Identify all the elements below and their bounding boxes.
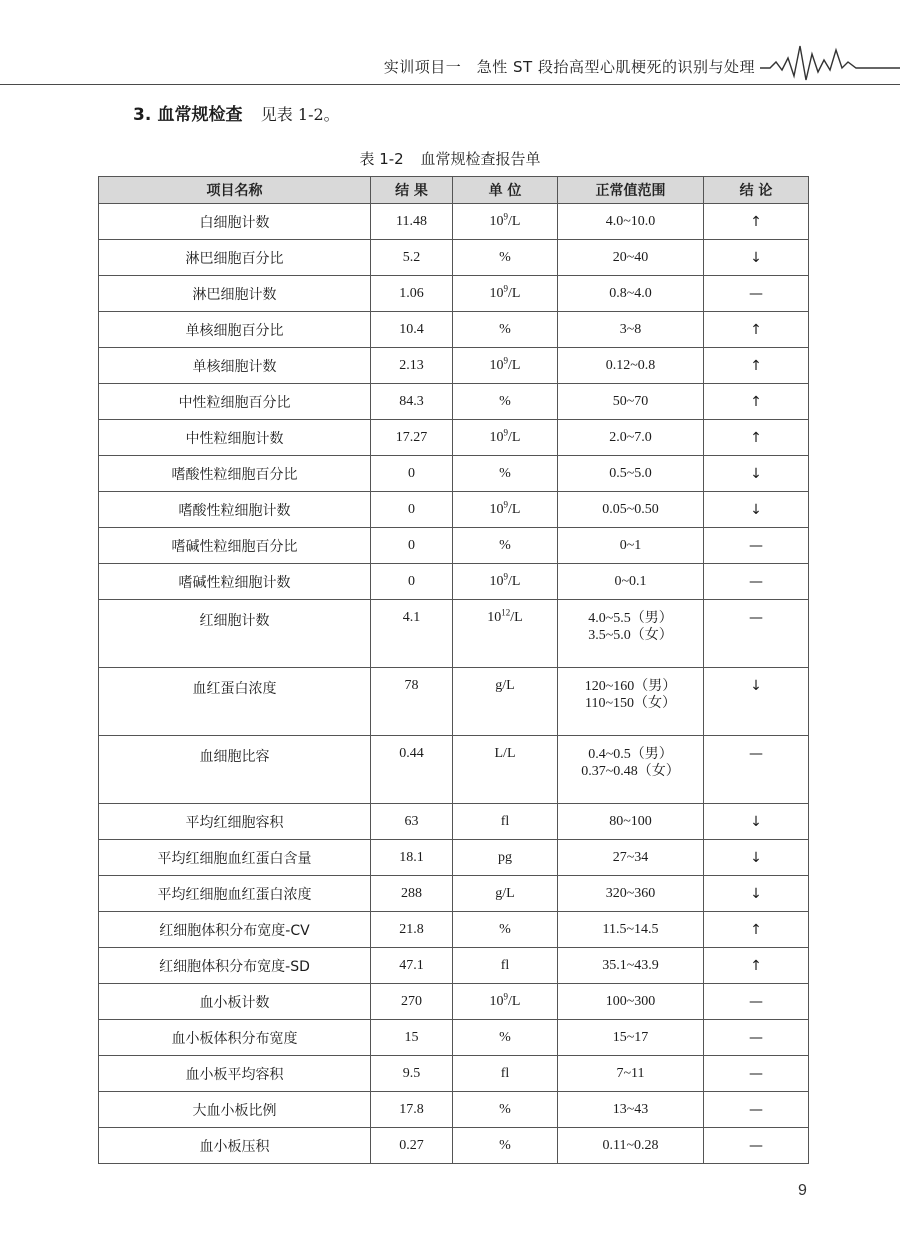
normal-range-cell: [558, 912, 704, 948]
item-name-cell: 血红蛋白浓度: [99, 668, 371, 736]
unit-cell: [453, 312, 558, 348]
unit-cell: [453, 492, 558, 528]
unit-cell: [453, 1128, 558, 1164]
normal-range-cell: [558, 668, 704, 736]
item-name-cell: 嗜碱性粒细胞百分比: [99, 528, 371, 564]
result-cell: 78: [371, 668, 453, 736]
normal-range-line: 3.5~5.0（女）: [588, 628, 673, 643]
normal-range-line: 0~0.1: [614, 574, 647, 589]
unit-base: L/L: [494, 746, 516, 761]
normal-range-line: 13~43: [612, 1102, 649, 1117]
unit-suffix: /L: [508, 357, 521, 373]
item-name-cell: 血小板平均容积: [99, 1056, 371, 1092]
result-cell: 0: [371, 564, 453, 600]
normal-range-line: 0.05~0.50: [602, 502, 659, 517]
conclusion-cell: ↓: [704, 668, 809, 736]
unit-cell: [453, 384, 558, 420]
unit-base: %: [499, 1137, 511, 1153]
table-row: [99, 312, 809, 348]
normal-range-line: 120~160（男）: [584, 679, 677, 694]
item-name-cell: 血小板体积分布宽度: [99, 1020, 371, 1056]
item-name-cell: 血小板计数: [99, 984, 371, 1020]
table-row: [99, 1128, 809, 1164]
normal-range-line: 0.4~0.5（男）: [588, 747, 673, 762]
table-row: [99, 736, 809, 804]
result-cell: 21.8: [371, 912, 453, 948]
item-name-cell: 大血小板比例: [99, 1092, 371, 1128]
unit-cell: [453, 348, 558, 384]
unit-base: %: [499, 1101, 511, 1117]
conclusion-cell: —: [704, 984, 809, 1020]
unit-base: 10: [489, 213, 504, 229]
conclusion-cell: ↓: [704, 456, 809, 492]
unit-base: %: [499, 249, 511, 265]
unit-cell: [453, 456, 558, 492]
unit-base: 10: [489, 285, 504, 301]
normal-range-cell: [558, 736, 704, 804]
header-title: 实训项目一 急性 ST 段抬高型心肌梗死的识别与处理: [383, 58, 755, 76]
unit-base: %: [499, 1029, 511, 1045]
table-row: [99, 420, 809, 456]
unit-base: g/L: [495, 678, 515, 693]
normal-range-line: 80~100: [609, 814, 652, 829]
unit-base: 10: [487, 610, 502, 625]
normal-range-line: 11.5~14.5: [602, 922, 659, 937]
table-row: [99, 804, 809, 840]
unit-cell: [453, 600, 558, 668]
normal-range-cell: [558, 1020, 704, 1056]
unit-cell: [453, 948, 558, 984]
column-header: 正常值范围: [558, 177, 704, 204]
result-cell: 18.1: [371, 840, 453, 876]
table-row: [99, 1020, 809, 1056]
item-name-cell: 中性粒细胞百分比: [99, 384, 371, 420]
conclusion-cell: —: [704, 1092, 809, 1128]
unit-base: g/L: [495, 885, 515, 901]
conclusion-cell: ↑: [704, 384, 809, 420]
result-cell: 1.06: [371, 276, 453, 312]
column-header: 项目名称: [99, 177, 371, 204]
unit-base: %: [499, 921, 511, 937]
conclusion-cell: ↓: [704, 876, 809, 912]
conclusion-cell: —: [704, 600, 809, 668]
unit-base: %: [499, 465, 511, 481]
item-name-cell: 嗜酸性粒细胞百分比: [99, 456, 371, 492]
unit-suffix: /L: [508, 429, 521, 445]
unit-cell: [453, 564, 558, 600]
unit-suffix: /L: [510, 610, 523, 625]
normal-range-cell: [558, 600, 704, 668]
unit-exponent: 9: [503, 426, 509, 437]
unit-cell: [453, 984, 558, 1020]
normal-range-cell: [558, 276, 704, 312]
normal-range-line: 0.12~0.8: [605, 358, 656, 373]
table-caption-label: 表 1-2: [359, 150, 404, 168]
unit-suffix: /L: [508, 213, 521, 229]
normal-range-line: 4.0~5.5（男）: [588, 611, 673, 626]
normal-range-cell: [558, 1056, 704, 1092]
normal-range-line: 0.37~0.48（女）: [581, 764, 680, 779]
normal-range-line: 2.0~7.0: [609, 430, 652, 445]
column-header: 结 果: [371, 177, 453, 204]
normal-range-cell: [558, 204, 704, 240]
normal-range-cell: [558, 1092, 704, 1128]
result-cell: 0: [371, 492, 453, 528]
result-cell: 0: [371, 456, 453, 492]
result-cell: 63: [371, 804, 453, 840]
table-row: [99, 564, 809, 600]
table-caption-title: 血常规检查报告单: [420, 150, 541, 168]
normal-range-line: 27~34: [612, 850, 649, 865]
unit-exponent: 9: [503, 282, 509, 293]
table-row: [99, 668, 809, 736]
table-caption: [0, 148, 900, 169]
normal-range-cell: [558, 420, 704, 456]
normal-range-line: 50~70: [612, 394, 649, 409]
unit-cell: [453, 276, 558, 312]
column-header: 结 论: [704, 177, 809, 204]
table-row: [99, 240, 809, 276]
result-cell: 17.27: [371, 420, 453, 456]
page-number: 9: [798, 1182, 807, 1199]
unit-base: 10: [489, 573, 504, 589]
unit-exponent: 9: [503, 990, 509, 1001]
result-cell: 5.2: [371, 240, 453, 276]
table-row: [99, 384, 809, 420]
normal-range-line: 320~360: [605, 886, 656, 901]
table-row: [99, 348, 809, 384]
result-cell: 2.13: [371, 348, 453, 384]
normal-range-cell: [558, 840, 704, 876]
normal-range-line: 4.0~10.0: [605, 214, 656, 229]
conclusion-cell: ↑: [704, 420, 809, 456]
conclusion-cell: ↑: [704, 348, 809, 384]
table-row: [99, 600, 809, 668]
normal-range-cell: [558, 456, 704, 492]
unit-cell: [453, 840, 558, 876]
unit-base: 10: [489, 501, 504, 517]
page-header: [0, 0, 900, 95]
unit-base: %: [499, 537, 511, 553]
unit-cell: [453, 204, 558, 240]
section-title: 血常规检查: [157, 105, 243, 125]
result-cell: 0.44: [371, 736, 453, 804]
unit-exponent: 12: [501, 607, 511, 618]
item-name-cell: 淋巴细胞百分比: [99, 240, 371, 276]
item-name-cell: 单核细胞百分比: [99, 312, 371, 348]
table-row: [99, 276, 809, 312]
normal-range-cell: [558, 384, 704, 420]
unit-exponent: 9: [503, 354, 509, 365]
unit-cell: [453, 804, 558, 840]
unit-cell: [453, 420, 558, 456]
blood-test-table: [98, 176, 809, 1164]
conclusion-cell: ↑: [704, 204, 809, 240]
result-cell: 17.8: [371, 1092, 453, 1128]
table-body: [99, 204, 809, 1164]
table-row: [99, 876, 809, 912]
unit-exponent: 9: [503, 498, 509, 509]
unit-suffix: /L: [508, 993, 521, 1009]
conclusion-cell: —: [704, 736, 809, 804]
unit-base: fl: [500, 813, 510, 829]
result-cell: 0.27: [371, 1128, 453, 1164]
item-name-cell: 平均红细胞容积: [99, 804, 371, 840]
normal-range-line: 0.8~4.0: [609, 286, 652, 301]
normal-range-line: 0.5~5.0: [609, 466, 652, 481]
table-row: [99, 1092, 809, 1128]
conclusion-cell: —: [704, 1128, 809, 1164]
item-name-cell: 单核细胞计数: [99, 348, 371, 384]
conclusion-cell: ↑: [704, 312, 809, 348]
table-row: [99, 492, 809, 528]
table-row: [99, 984, 809, 1020]
section-heading: [133, 100, 340, 125]
table-row: [99, 912, 809, 948]
item-name-cell: 嗜碱性粒细胞计数: [99, 564, 371, 600]
unit-cell: [453, 240, 558, 276]
unit-base: pg: [498, 849, 512, 865]
normal-range-line: 0.11~0.28: [602, 1138, 659, 1153]
table-row: [99, 456, 809, 492]
column-header: 单 位: [453, 177, 558, 204]
normal-range-cell: [558, 348, 704, 384]
unit-base: fl: [500, 957, 510, 973]
unit-base: 10: [489, 993, 504, 1009]
result-cell: 9.5: [371, 1056, 453, 1092]
unit-base: %: [499, 393, 511, 409]
normal-range-cell: [558, 492, 704, 528]
item-name-cell: 红细胞体积分布宽度-CV: [99, 912, 371, 948]
item-name-cell: 平均红细胞血红蛋白浓度: [99, 876, 371, 912]
conclusion-cell: —: [704, 1056, 809, 1092]
unit-cell: [453, 736, 558, 804]
normal-range-cell: [558, 564, 704, 600]
item-name-cell: 嗜酸性粒细胞计数: [99, 492, 371, 528]
table-row: [99, 528, 809, 564]
conclusion-cell: ↓: [704, 240, 809, 276]
table-row: [99, 1056, 809, 1092]
normal-range-line: 0~1: [619, 538, 642, 553]
conclusion-cell: ↓: [704, 492, 809, 528]
result-cell: 288: [371, 876, 453, 912]
unit-suffix: /L: [508, 501, 521, 517]
result-cell: 11.48: [371, 204, 453, 240]
normal-range-cell: [558, 804, 704, 840]
result-cell: 47.1: [371, 948, 453, 984]
conclusion-cell: —: [704, 276, 809, 312]
unit-cell: [453, 528, 558, 564]
conclusion-cell: ↑: [704, 912, 809, 948]
ecg-waveform-icon: [760, 40, 900, 86]
unit-suffix: /L: [508, 285, 521, 301]
normal-range-cell: [558, 984, 704, 1020]
item-name-cell: 中性粒细胞计数: [99, 420, 371, 456]
item-name-cell: 血小板压积: [99, 1128, 371, 1164]
conclusion-cell: ↓: [704, 804, 809, 840]
unit-exponent: 9: [503, 210, 509, 221]
normal-range-cell: [558, 240, 704, 276]
conclusion-cell: —: [704, 528, 809, 564]
result-cell: 270: [371, 984, 453, 1020]
unit-exponent: 9: [503, 570, 509, 581]
normal-range-line: 110~150（女）: [584, 696, 677, 711]
conclusion-cell: ↓: [704, 840, 809, 876]
normal-range-line: 15~17: [612, 1030, 649, 1045]
normal-range-line: 7~11: [616, 1066, 645, 1081]
normal-range-cell: [558, 528, 704, 564]
unit-base: 10: [489, 429, 504, 445]
table-row: [99, 840, 809, 876]
result-cell: 10.4: [371, 312, 453, 348]
normal-range-line: 100~300: [605, 994, 656, 1009]
normal-range-cell: [558, 312, 704, 348]
item-name-cell: 淋巴细胞计数: [99, 276, 371, 312]
unit-cell: [453, 912, 558, 948]
conclusion-cell: —: [704, 564, 809, 600]
normal-range-cell: [558, 948, 704, 984]
section-reference: 见表 1-2。: [260, 105, 340, 124]
normal-range-line: 3~8: [619, 322, 642, 337]
result-cell: 84.3: [371, 384, 453, 420]
normal-range-line: 20~40: [612, 250, 649, 265]
result-cell: 0: [371, 528, 453, 564]
table-row: [99, 948, 809, 984]
normal-range-line: 35.1~43.9: [602, 958, 659, 973]
unit-cell: [453, 668, 558, 736]
section-number: 3.: [133, 105, 152, 125]
conclusion-cell: —: [704, 1020, 809, 1056]
unit-suffix: /L: [508, 573, 521, 589]
normal-range-cell: [558, 876, 704, 912]
result-cell: 4.1: [371, 600, 453, 668]
unit-base: 10: [489, 357, 504, 373]
unit-cell: [453, 1056, 558, 1092]
item-name-cell: 血细胞比容: [99, 736, 371, 804]
normal-range-cell: [558, 1128, 704, 1164]
unit-base: fl: [500, 1065, 510, 1081]
table-row: [99, 204, 809, 240]
unit-cell: [453, 1092, 558, 1128]
result-cell: 15: [371, 1020, 453, 1056]
unit-cell: [453, 876, 558, 912]
unit-cell: [453, 1020, 558, 1056]
item-name-cell: 白细胞计数: [99, 204, 371, 240]
item-name-cell: 红细胞体积分布宽度-SD: [99, 948, 371, 984]
conclusion-cell: ↑: [704, 948, 809, 984]
item-name-cell: 红细胞计数: [99, 600, 371, 668]
unit-base: %: [499, 321, 511, 337]
item-name-cell: 平均红细胞血红蛋白含量: [99, 840, 371, 876]
table-header-row: [99, 177, 809, 204]
